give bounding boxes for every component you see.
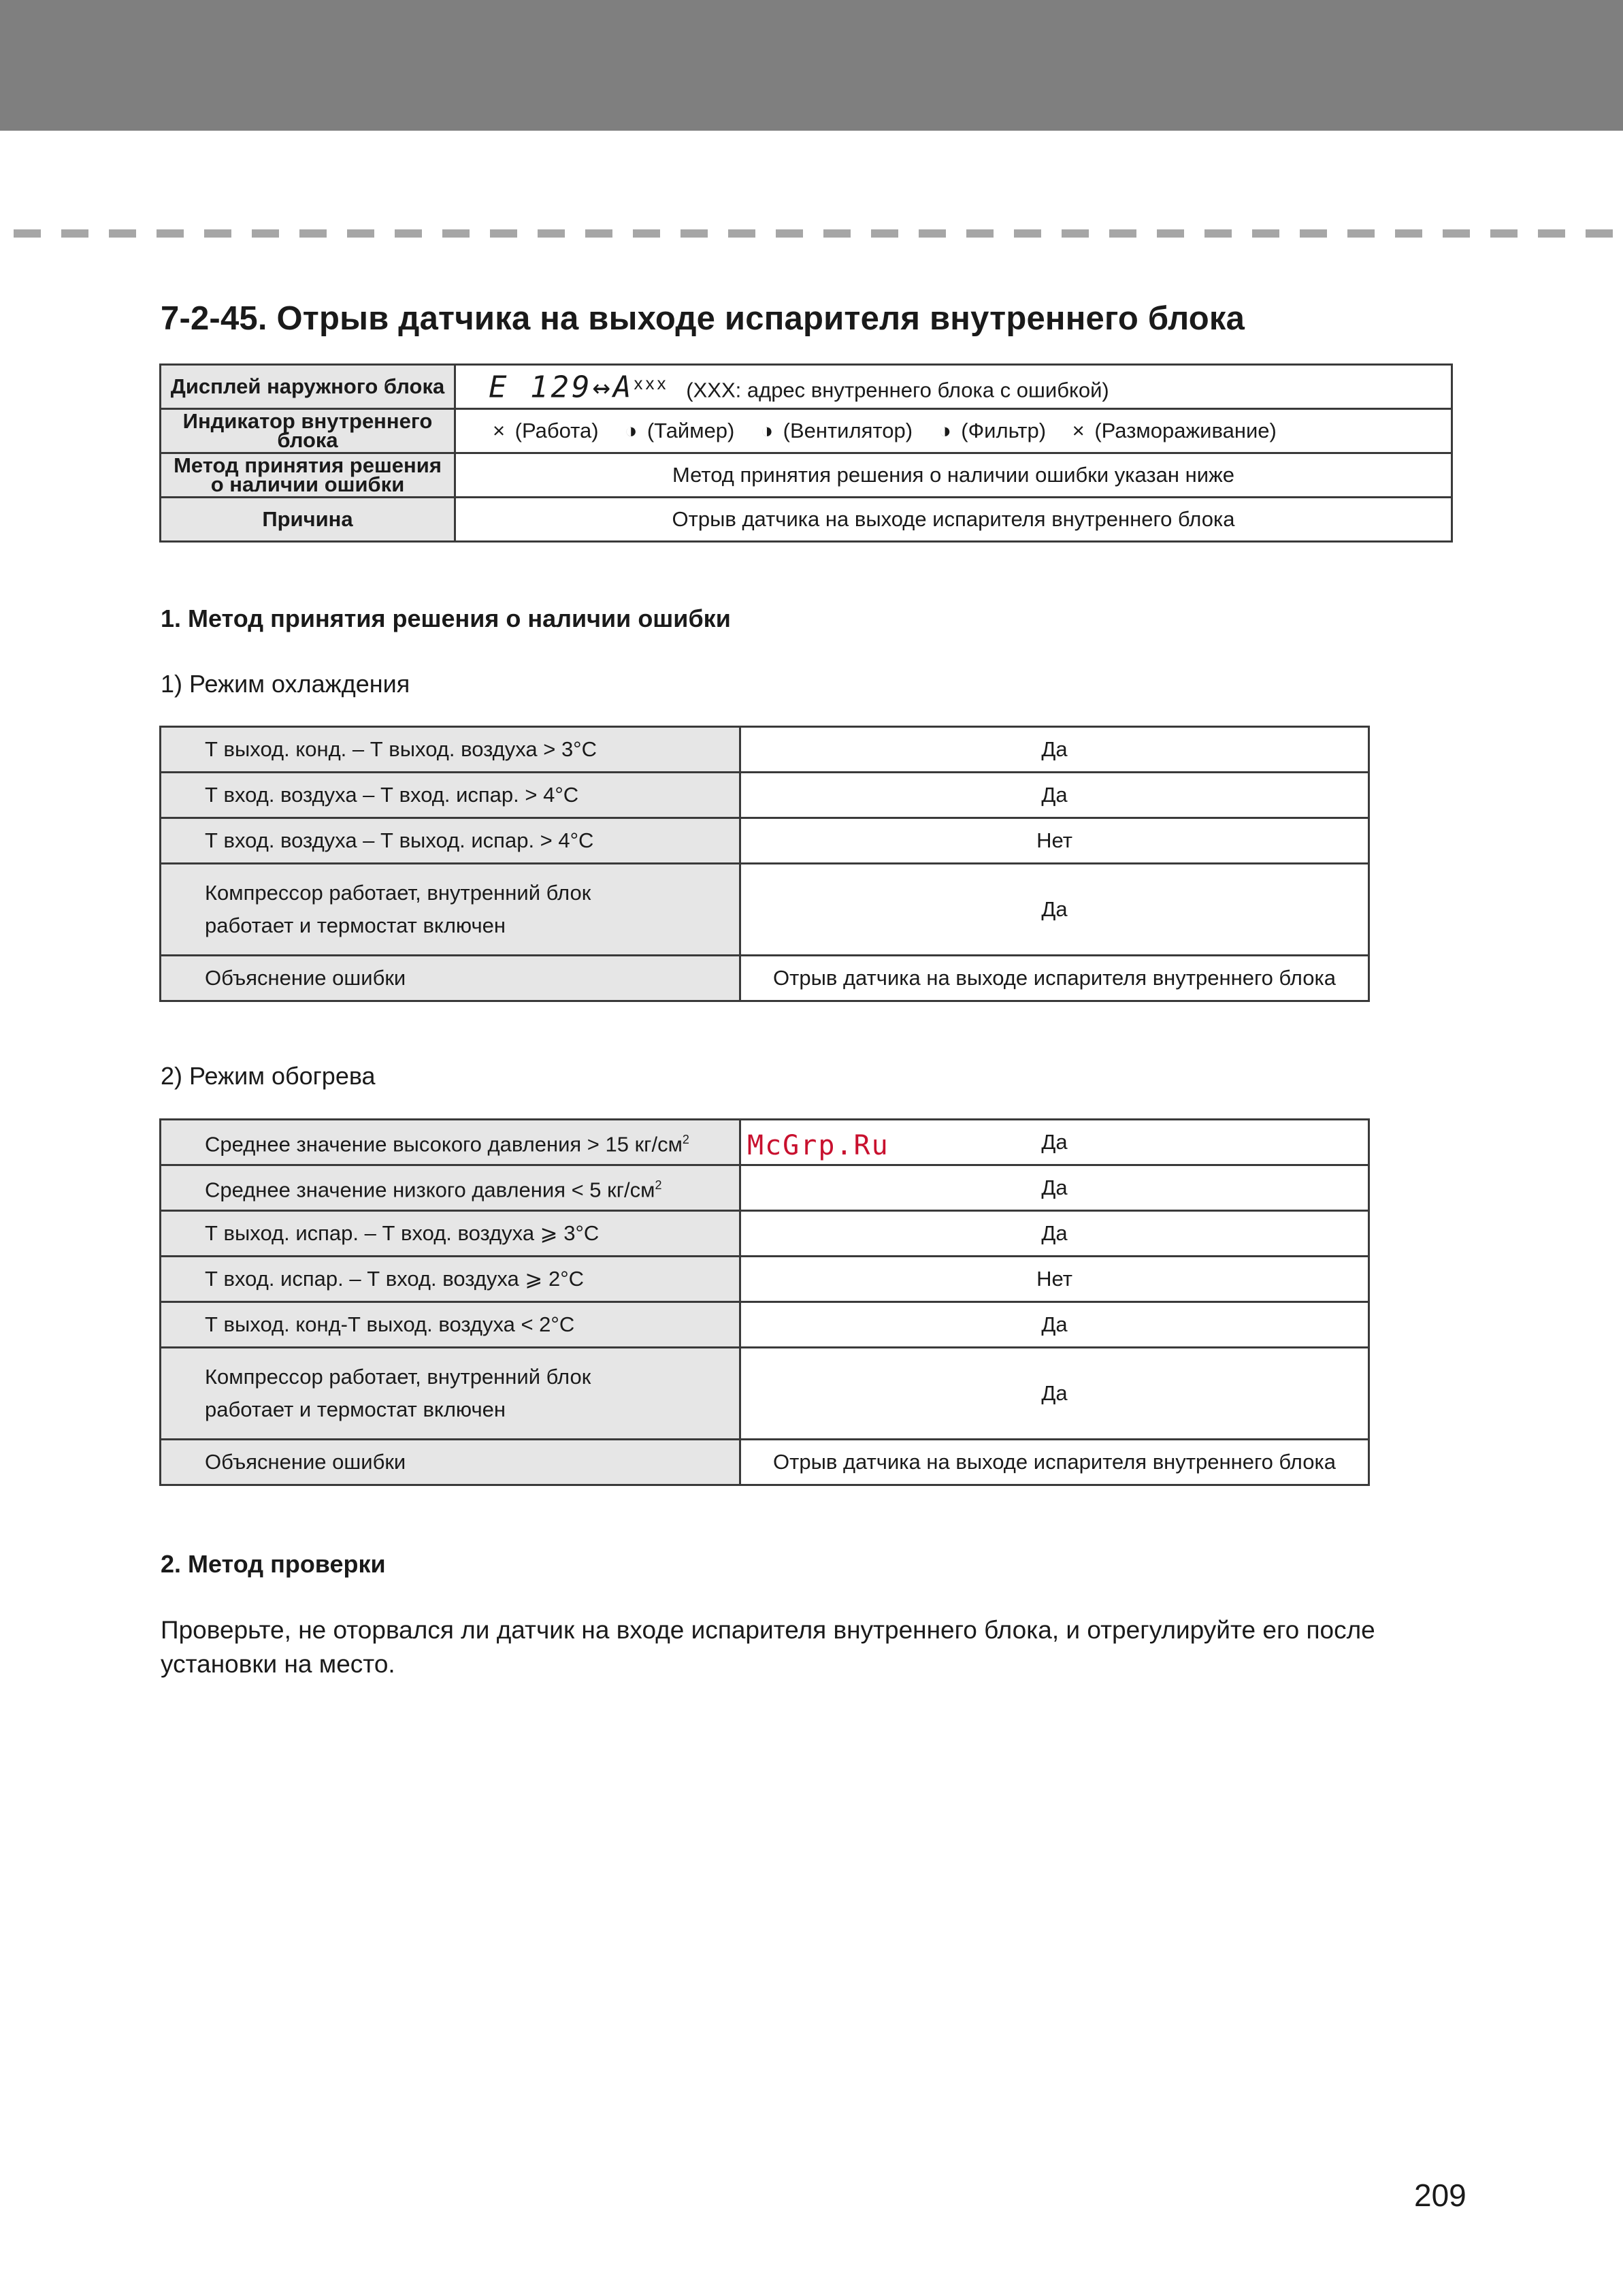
x-mark-icon: ×	[1072, 419, 1085, 442]
method-label-line: о наличии ошибки	[210, 472, 405, 496]
table-row	[161, 1440, 1369, 1485]
error-code: E 129↔A	[489, 370, 634, 405]
error-info-table	[159, 363, 1453, 543]
half-circle-icon: ◑	[624, 419, 638, 442]
error-code-sup: xxx	[634, 372, 669, 393]
cell-value: Да	[740, 773, 1369, 818]
indicator-text: (Размораживание)	[1094, 419, 1277, 442]
cell-label: Т выход. конд-Т выход. воздуха < 2°C	[161, 1302, 740, 1348]
table-row	[161, 1302, 1369, 1348]
cell-label-text: Среднее значение высокого давления > 15 кг/см	[205, 1132, 683, 1157]
section2-title: 2. Метод проверки	[161, 1550, 386, 1578]
header-band	[0, 0, 1623, 131]
cell-label-line: работает и термостат включен	[205, 913, 506, 937]
table-row	[161, 864, 1369, 956]
cooling-table	[159, 726, 1370, 1002]
page-number: 209	[1414, 2178, 1466, 2213]
display-value	[455, 365, 1452, 409]
table-row	[161, 365, 1452, 409]
indicator-text: (Таймер)	[646, 419, 735, 442]
cell-value: Нет	[740, 818, 1369, 864]
method-label-line: Метод принятия решения	[174, 453, 442, 477]
cooling-title: 1) Режим охлаждения	[161, 670, 410, 698]
table-row	[161, 453, 1452, 498]
indicator-item	[1068, 419, 1277, 442]
cell-value: Да	[740, 1120, 1369, 1165]
cell-value: Да	[740, 864, 1369, 956]
watermark-link[interactable]: McGrp.Ru	[747, 1130, 889, 1161]
table-row	[161, 773, 1369, 818]
display-label: Дисплей наружного блока	[161, 365, 455, 409]
indicator-text: (Фильтр)	[961, 419, 1047, 442]
cell-value: Да	[740, 1302, 1369, 1348]
method-value: Метод принятия решения о наличии ошибки указан ниже	[455, 453, 1452, 498]
x-mark-icon: ×	[492, 419, 506, 442]
cell-label: Т вход. воздуха – Т выход. испар. > 4°C	[161, 818, 740, 864]
table-row	[161, 1165, 1369, 1211]
cell-label	[161, 1120, 740, 1165]
indicator-value	[455, 409, 1452, 453]
half-circle-icon: ◑	[938, 419, 952, 442]
table-row	[161, 818, 1369, 864]
indicator-item	[935, 419, 1046, 442]
indicator-text: (Работа)	[514, 419, 599, 442]
cell-label-text: Среднее значение низкого давления < 5 кг/см	[205, 1178, 655, 1202]
cell-label	[161, 1348, 740, 1440]
cell-label: Т вход. испар. – Т вход. воздуха ⩾ 2°C	[161, 1257, 740, 1302]
cell-value: Да	[740, 727, 1369, 773]
cell-label: Т выход. конд. – Т выход. воздуха > 3°C	[161, 727, 740, 773]
cell-label: Т выход. испар. – Т вход. воздуха ⩾ 3°C	[161, 1211, 740, 1257]
method-label	[161, 453, 455, 498]
table-row	[161, 1348, 1369, 1440]
cell-label-line: Компрессор работает, внутренний блок	[205, 881, 591, 905]
indicator-item	[489, 419, 599, 442]
table-row	[161, 498, 1452, 542]
cell-label	[161, 864, 740, 956]
table-row	[161, 1257, 1369, 1302]
indicator-text: (Вентилятор)	[783, 419, 913, 442]
indicator-item	[757, 419, 913, 442]
cell-value: Да	[740, 1348, 1369, 1440]
cell-label-line: работает и термостат включен	[205, 1397, 506, 1421]
cell-label-sup: 2	[655, 1178, 662, 1193]
heating-title: 2) Режим обогрева	[161, 1062, 376, 1090]
cause-value: Отрыв датчика на выходе испарителя внутреннего блока	[455, 498, 1452, 542]
dashed-divider	[14, 229, 1623, 238]
cell-value: Нет	[740, 1257, 1369, 1302]
table-row	[161, 956, 1369, 1001]
cell-label-sup: 2	[682, 1133, 689, 1147]
table-row	[161, 727, 1369, 773]
indicator-item	[621, 419, 734, 442]
cell-value: Да	[740, 1211, 1369, 1257]
heating-table	[159, 1118, 1370, 1486]
table-row	[161, 409, 1452, 453]
cell-value: Да	[740, 1165, 1369, 1211]
cell-value: Отрыв датчика на выходе испарителя внутреннего блока	[740, 956, 1369, 1001]
cell-label: Объяснение ошибки	[161, 1440, 740, 1485]
section1-title: 1. Метод принятия решения о наличии ошибки	[161, 604, 731, 632]
indicator-label: Индикатор внутреннего блока	[161, 409, 455, 453]
page-title: 7-2-45. Отрыв датчика на выходе испарителя внутреннего блока	[161, 300, 1245, 337]
cell-label	[161, 1165, 740, 1211]
section2-text: Проверьте, не оторвался ли датчик на входе испарителя внутреннего блока, и отрегулируйте его после установки на место.	[161, 1616, 1375, 1678]
cell-value: Отрыв датчика на выходе испарителя внутреннего блока	[740, 1440, 1369, 1485]
half-circle-icon: ◑	[760, 419, 774, 442]
cause-label: Причина	[161, 498, 455, 542]
cell-label: Т вход. воздуха – Т вход. испар. > 4°C	[161, 773, 740, 818]
cell-label-line: Компрессор работает, внутренний блок	[205, 1365, 591, 1389]
cell-label: Объяснение ошибки	[161, 956, 740, 1001]
display-note: (XXX: адрес внутреннего блока с ошибкой)	[686, 378, 1109, 402]
table-row	[161, 1211, 1369, 1257]
